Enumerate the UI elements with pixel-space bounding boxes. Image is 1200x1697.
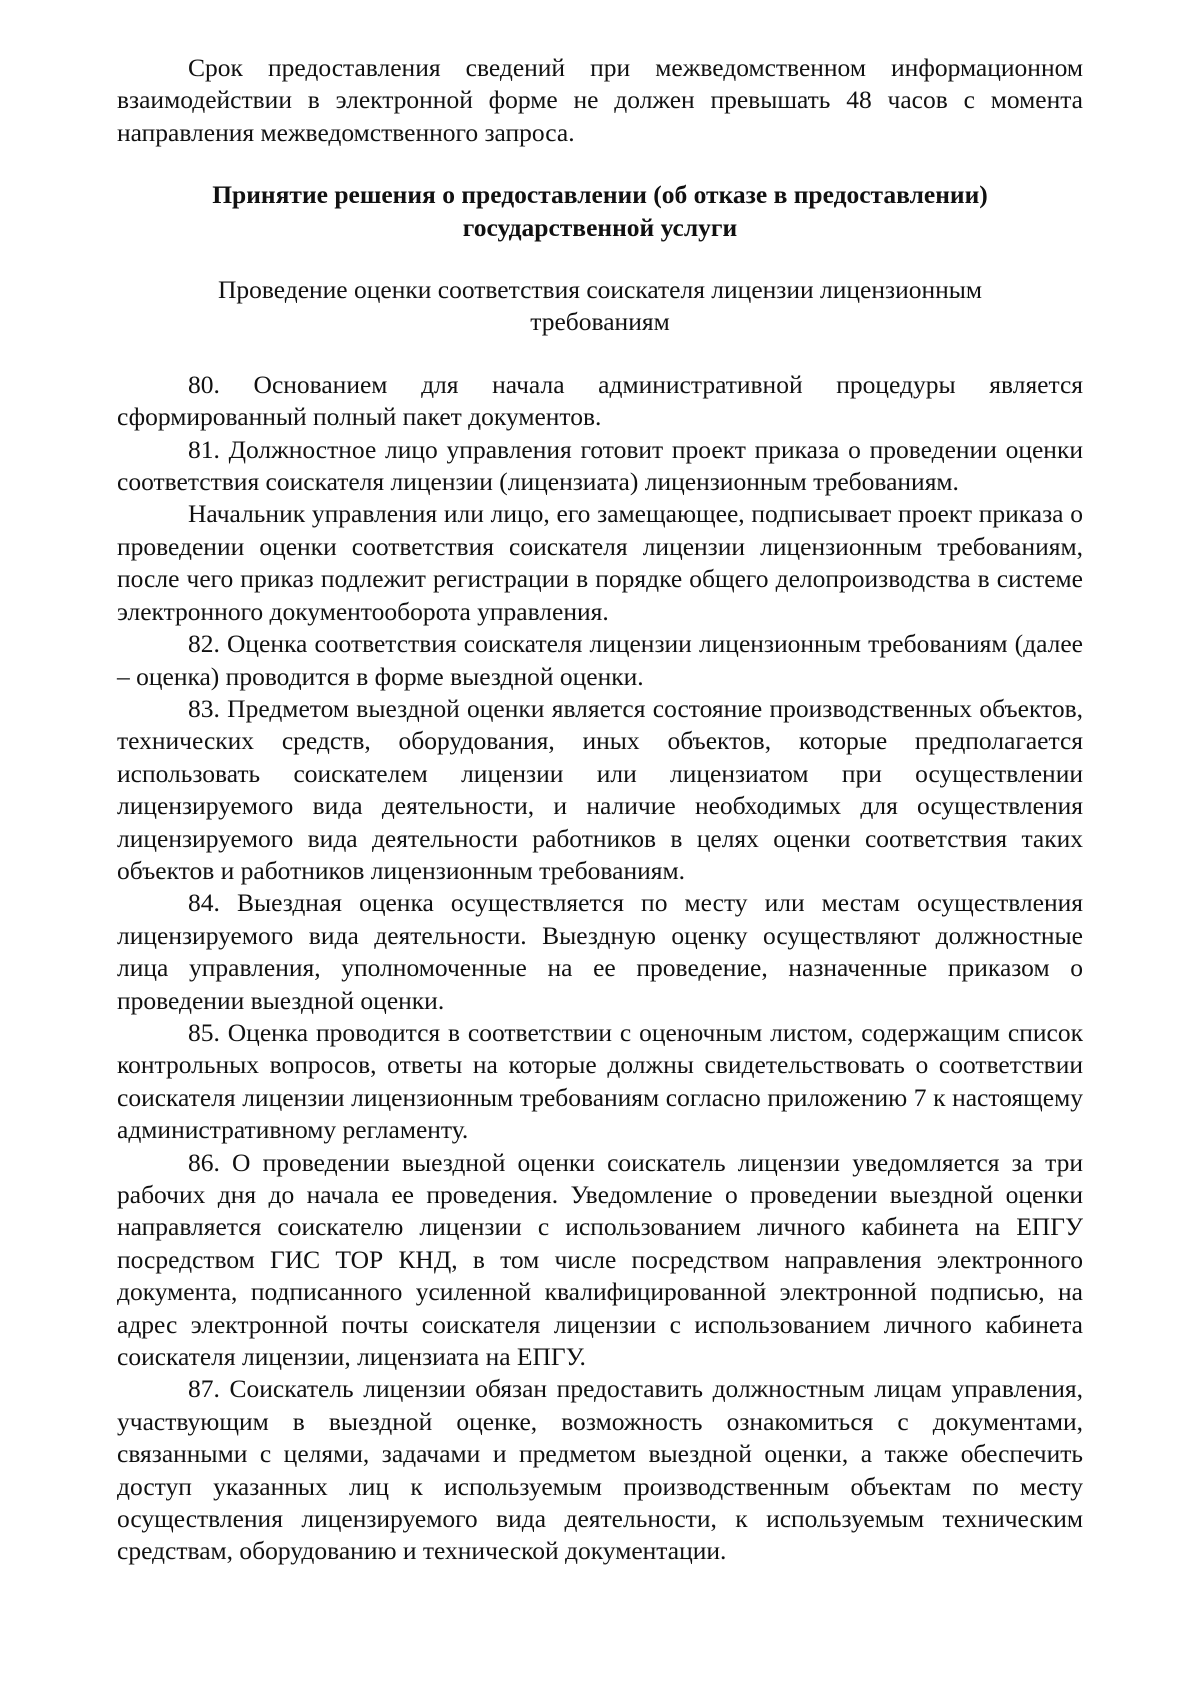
paragraph-85: 85. Оценка проводится в соответствии с оценочным листом, содержащим список контрольных вопросов, ответы на которые должны свидетельствовать о соответствии соискателя лицензии лицензионным требованиям согласно приложению 7 к настоящему административному регламенту. [117, 1017, 1083, 1145]
paragraph-list [117, 369, 1083, 1568]
document-page [117, 52, 1083, 1568]
subsection-heading-line-1: Проведение оценки соответствия соискателя лицензии лицензионным [217, 275, 983, 305]
paragraph-82: 82. Оценка соответствия соискателя лицензии лицензионным требованиям (далее – оценка) проводится в форме выездной оценки. [117, 629, 1083, 691]
section-heading-line-2: государственной услуги [462, 212, 738, 242]
paragraph-83: 83. Предметом выездной оценки является состояние производственных объектов, технических средств, оборудования, иных объектов, которые предполагается использовать соискателем лицензии или лицензиатом при осуществлении лицензируемого вида деятельности, и наличие необходимых для осуществления лицензируемого вида деятельности работников в целях оценки соответствия таких объектов и работников лицензионным требованиям. [117, 693, 1083, 885]
subsection-heading-line-2: требованиям [530, 307, 670, 337]
paragraph-87: 87. Соискатель лицензии обязан предоставить должностным лицам управления, участвующим в выездной оценке, возможность ознакомиться с документами, связанными с целями, задачами и предметом выездной оценки, а также обеспечить доступ указанных лиц к используемым производственным объектам по месту осуществления лицензируемого вида деятельности, к используемым техническим средствам, оборудованию и технической документации. [117, 1374, 1083, 1566]
paragraph-84: 84. Выездная оценка осуществляется по месту или местам осуществления лицензируемого вида деятельности. Выездную оценку осуществляют должностные лица управления, уполномоченные на ее проведение, назначенные приказом о проведении выездной оценки. [117, 888, 1083, 1015]
section-heading [117, 179, 1083, 244]
paragraph-81-continuation: Начальник управления или лицо, его замещающее, подписывает проект приказа о проведении оценки соответствия соискателя лицензии лицензионным требованиям, после чего приказ подлежит регистрации в порядке общего делопроизводства в системе электронного документооборота управления. [117, 499, 1083, 626]
paragraph-86: 86. О проведении выездной оценки соискатель лицензии уведомляется за три рабочих дня до начала ее проведения. Уведомление о проведении выездной оценки направляется соискателю лицензии с использованием личного кабинета на ЕПГУ посредством ГИС ТОР КНД, в том числе посредством направления электронного документа, подписанного усиленной квалифицированной электронной подписью, на адрес электронной почты соискателя лицензии с использованием личного кабинета соискателя лицензии, лицензиата на ЕПГУ. [117, 1147, 1083, 1372]
subsection-heading [117, 274, 1083, 339]
paragraph-81: 81. Должностное лицо управления готовит проект приказа о проведении оценки соответствия соискателя лицензии (лицензиата) лицензионным требованиям. [117, 434, 1083, 497]
section-heading-line-1: Принятие решения о предоставлении (об отказе в предоставлении) [212, 180, 988, 210]
paragraph-80: 80. Основанием для начала административной процедуры является сформированный полный пакет документов. [117, 369, 1083, 432]
intro-paragraph: Срок предоставления сведений при межведомственном информационном взаимодействии в электронной форме не должен превышать 48 часов с момента направления межведомственного запроса. [117, 53, 1083, 147]
